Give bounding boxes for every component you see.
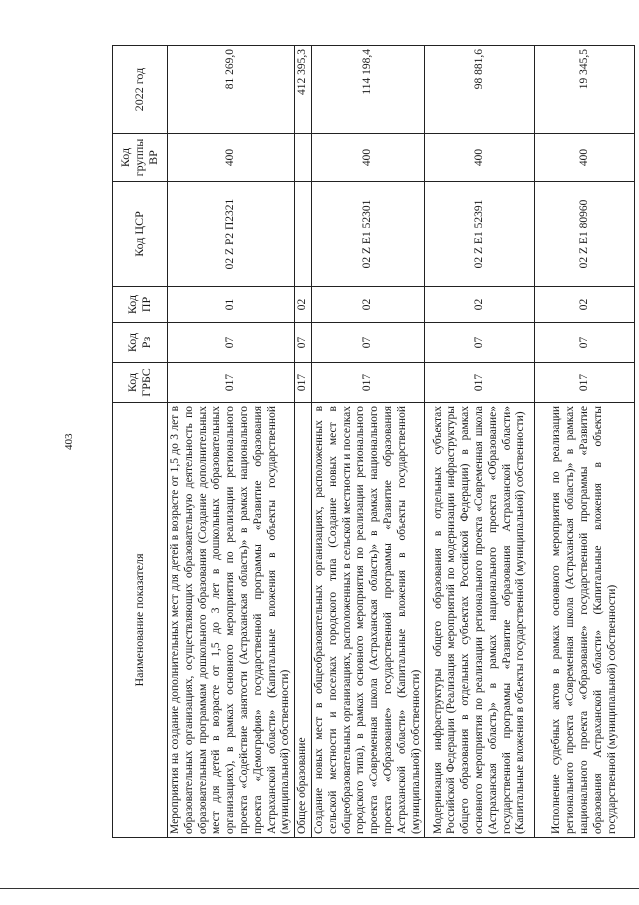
header-pr: Код ПР [113,287,168,323]
row-rz: 07 [168,323,295,363]
row-grbs: 017 [168,363,295,403]
row-vr: 400 [535,134,635,182]
row-amount: 114 198,4 [311,46,424,134]
row-pr: 02 [535,287,635,323]
row-csr: 02 Z E1 52391 [425,182,535,287]
row-name: Мероприятия на создание дополнительных мест для детей в возрасте от 1,5 до 3 лет в образовательных организациях, осуществляющих образовательную деятельность по образовательным программам дошкольного образования (Создание дополнительных мест для детей в возрасте от 1,5 до 3 лет в дошкольных образовательных организациях), в рамках основного мероприятия по реализации регионального проекта «Содействие занятости (Астраханская область)» в рамках национального проекта «Демография» государственной программы «Развитие образования Астраханской области» (Капитальные вложения в объекты государственной (муниципальной) собственности) [168,403,295,838]
footer-divider [0,888,639,889]
table-row [425,46,535,838]
header-name: Наименование показателя [113,403,168,838]
row-vr: 400 [311,134,424,182]
row-rz: 07 [535,323,635,363]
header-rz: Код Рз [113,323,168,363]
table-header-row [113,46,168,838]
row-amount: 19 345,5 [535,46,635,134]
row-grbs: 017 [425,363,535,403]
row-pr: 01 [168,287,295,323]
row-grbs: 017 [295,363,312,403]
row-name: Исполнение судебных актов в рамках основного мероприятия по реализации регионального проекта «Современная школа (Астраханская область)» в рамках национального проекта «Образование» государственной программы «Развитие образования Астраханской области» (Капитальные вложения в объекты государственной (муниципальной) собственности) [535,403,635,838]
row-name: Общее образование [295,403,312,838]
row-amount: 81 269,0 [168,46,295,134]
header-grbs: Код ГРБС [113,363,168,403]
row-grbs: 017 [311,363,424,403]
header-csr: Код ЦСР [113,182,168,287]
budget-table [112,45,635,838]
table-row [311,46,424,838]
row-amount: 98 881,6 [425,46,535,134]
row-grbs: 017 [535,363,635,403]
table-row [535,46,635,838]
header-vr: Код группы ВР [113,134,168,182]
row-rz: 07 [295,323,312,363]
table-row [295,46,312,838]
row-name: Модернизация инфраструктуры общего образования в отдельных субъектах Российской Федерации (Реализация мероприятий по модернизации инфраструктуры общего образования в отдельных субъектах Российской Федерации) в рамках основного мероприятия по реализации регионального проекта «Современная школа (Астраханская область)» в рамках национального проекта «Образование» государственной программы «Развитие образования Астраханской области» (Капитальные вложения в объекты государственной (муниципальной) собственности) [425,403,535,838]
row-name: Создание новых мест в общеобразовательных организациях, расположенных в сельской местности и поселках городского типа (Создание новых мест в общеобразовательных организациях, расположенных в сельской местности и поселках городского типа), в рамках основного мероприятия по реализации регионального проекта «Современная школа (Астраханская область)» в рамках национального проекта «Образование» государственной программы «Развитие образования Астраханской области» (Капитальные вложения в объекты государственной (муниципальной) собственности) [311,403,424,838]
header-year: 2022 год [113,46,168,134]
row-csr: 02 Z E1 52301 [311,182,424,287]
row-vr [295,134,312,182]
row-rz: 07 [425,323,535,363]
budget-table-container [112,46,618,838]
row-pr: 02 [311,287,424,323]
row-vr: 400 [425,134,535,182]
row-vr: 400 [168,134,295,182]
row-csr: 02 Z P2 П2321 [168,182,295,287]
row-csr: 02 Z E1 80960 [535,182,635,287]
row-pr: 02 [295,287,312,323]
table-row [168,46,295,838]
row-csr [295,182,312,287]
row-pr: 02 [425,287,535,323]
page-number: 403 [63,433,75,450]
row-amount: 412 395,3 [295,46,312,134]
row-rz: 07 [311,323,424,363]
